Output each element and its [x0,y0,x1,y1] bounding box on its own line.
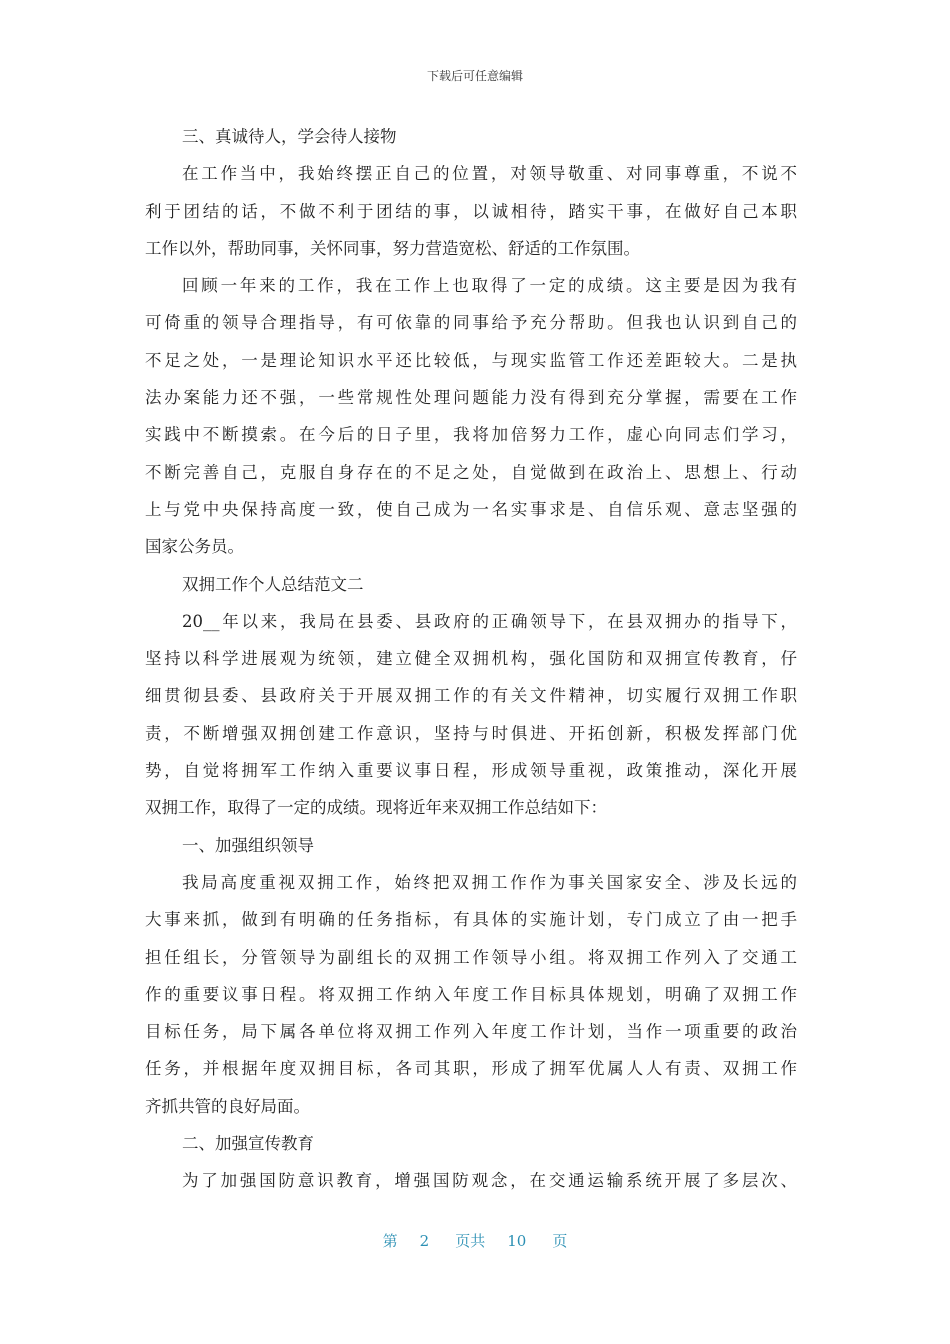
text-line: 三、真诚待人，学会待人接物 [182,127,397,146]
text-line: 20__年以来，我局在县委、县政府的正确领导下，在县双拥办的指导下， [182,611,797,631]
text-line: 在工作当中，我始终摆正自己的位置，对领导敬重、对同事尊重，不说不 [182,164,797,184]
text-line: 不足之处，一是理论知识水平还比较低，与现实监管工作还差距较大。二是执 [145,350,797,370]
page-footer [0,1230,950,1251]
text-line: 二、加强宣传教育 [182,1134,314,1154]
text-line: 细贯彻县委、县政府关于开展双拥工作的有关文件精神，切实履行双拥工作职 [145,686,797,706]
page-header: 下载后可任意编辑 [426,69,523,83]
text-line: 齐抓共管的良好局面。 [145,1096,310,1116]
footer-ye: 页 [552,1232,568,1250]
text-line: 担任组长，分管领导为副组长的双拥工作领导小组。将双拥工作列入了交通工 [145,947,797,967]
text-line: 坚持以科学进展观为统领，建立健全双拥机构，强化国防和双拥宣传教育，仔 [145,649,797,669]
text-line: 势，自觉将拥军工作纳入重要议事日程，形成领导重视，政策推动，深化开展 [145,761,797,781]
text-line: 工作以外，帮助同事，关怀同事，努力营造宽松、舒适的工作氛围。 [145,238,640,258]
text-line: 责，不断增强双拥创建工作意识，坚持与时俱进、开拓创新，积极发挥部门优 [145,723,797,743]
text-line: 利于团结的话，不做不利于团结的事，以诚相待，踏实干事，在做好自己本职 [145,201,797,221]
footer-page-number: 2 [419,1232,430,1250]
text-line: 一、加强组织领导 [182,835,314,855]
text-line: 我局高度重视双拥工作，始终把双拥工作作为事关国家安全、涉及长远的 [182,872,797,892]
text-line: 不断完善自己，克服自身存在的不足之处，自觉做到在政治上、思想上、行动 [145,462,797,482]
text-line: 为了加强国防意识教育，增强国防观念，在交通运输系统开展了多层次、 [182,1171,797,1191]
footer-total-pages: 10 [507,1232,527,1250]
text-line: 实践中不断摸索。在今后的日子里，我将加倍努力工作，虚心向同志们学习， [145,425,797,445]
text-line: 双拥工作，取得了一定的成绩。现将近年来双拥工作总结如下： [145,798,607,818]
text-line: 双拥工作个人总结范文二 [182,574,364,594]
text-line: 上与党中央保持高度一致，使自己成为一名实事求是、自信乐观、意志坚强的 [145,499,797,519]
text-line: 任务，并根据年度双拥目标，各司其职，形成了拥军优属人人有责、双拥工作 [145,1059,797,1079]
footer-di: 第 [382,1232,398,1250]
text-line: 国家公务员。 [145,537,244,557]
text-line: 目标任务，局下属各单位将双拥工作列入年度工作计划，当作一项重要的政治 [145,1022,797,1042]
document-body [145,118,797,1200]
text-line: 法办案能力还不强，一些常规性处理问题能力没有得到充分掌握，需要在工作 [145,388,797,408]
text-line: 可倚重的领导合理指导，有可依靠的同事给予充分帮助。但我也认识到自己的 [145,313,797,333]
text-line: 回顾一年来的工作，我在工作上也取得了一定的成绩。这主要是因为我有 [182,276,797,296]
footer-ye-gong: 页共 [455,1232,486,1250]
text-line: 大事来抓，做到有明确的任务指标，有具体的实施计划，专门成立了由一把手 [145,910,797,930]
text-line: 作的重要议事日程。将双拥工作纳入年度工作目标具体规划，明确了双拥工作 [145,984,797,1004]
